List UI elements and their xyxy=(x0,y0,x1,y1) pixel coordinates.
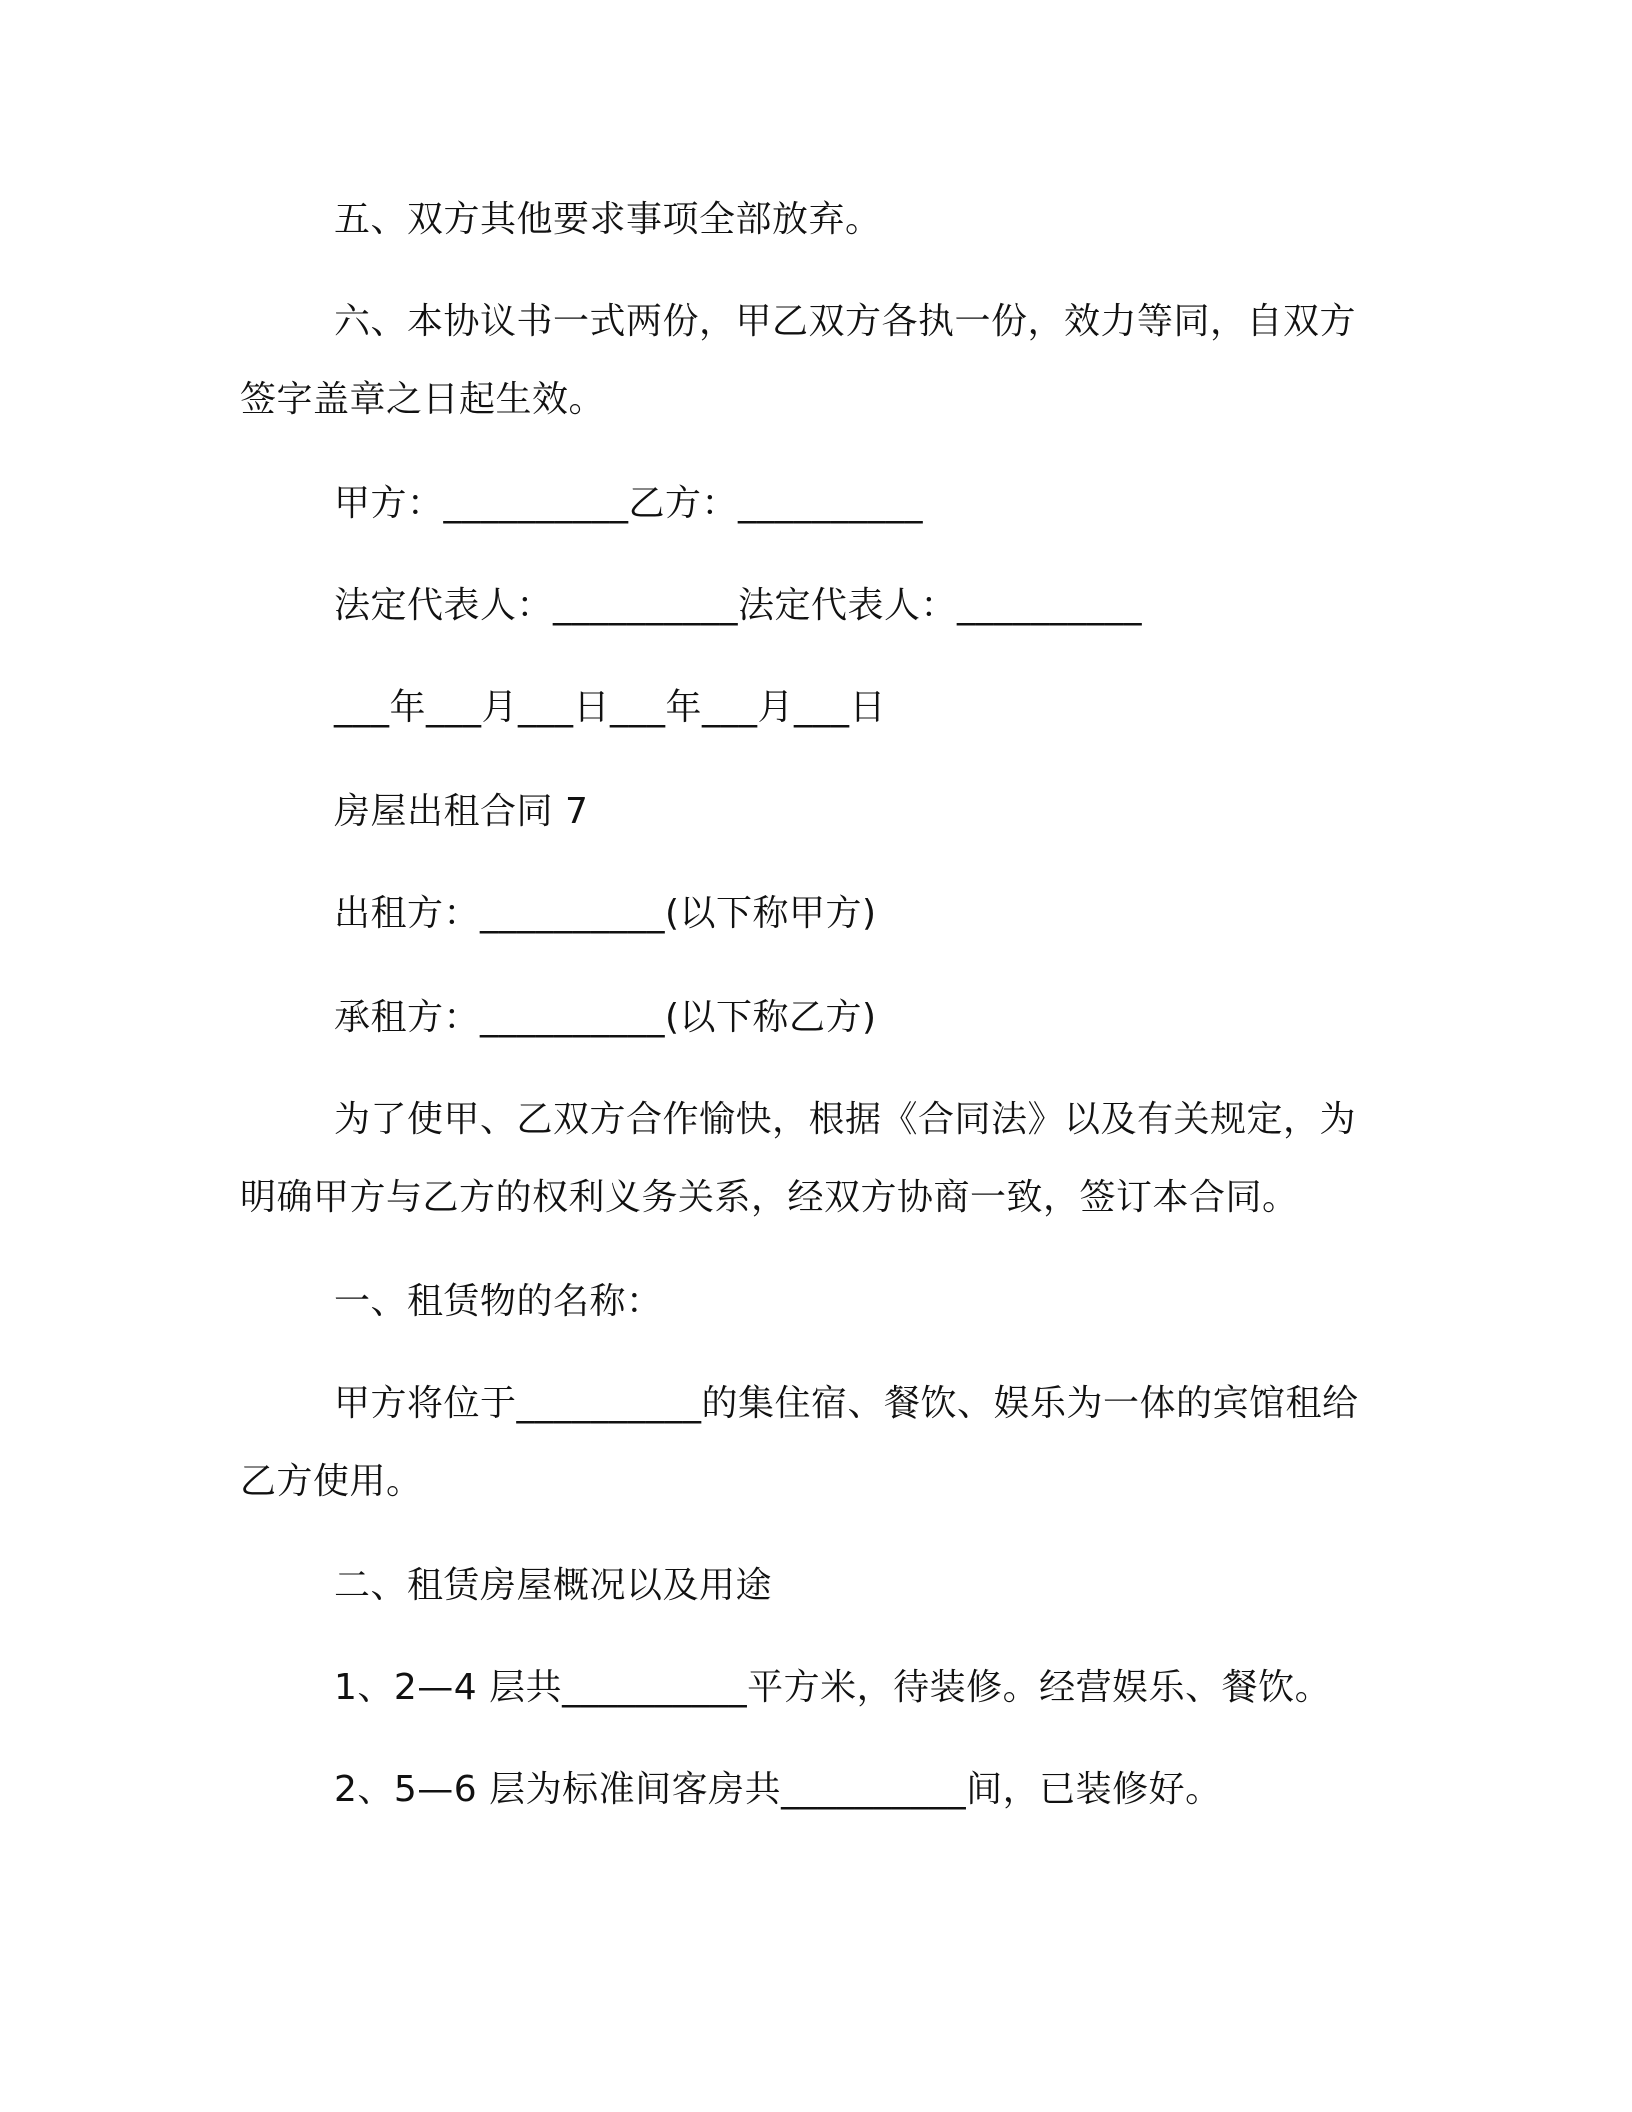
section-2-heading: 二、租赁房屋概况以及用途 xyxy=(334,1565,773,1606)
signature-date-line: ___年___月___日___年___月___日 xyxy=(334,687,887,728)
signature-party-line: 甲方：__________乙方：__________ xyxy=(334,483,924,524)
contract-title: 房屋出租合同 7 xyxy=(334,791,589,832)
section-1-body-line-2: 乙方使用。 xyxy=(240,1461,423,1502)
section-2-item-2: 2、5—6 层为标准间客房共__________间，已装修好。 xyxy=(334,1769,1222,1810)
preamble-line-1: 为了使甲、乙双方合作愉快，根据《合同法》以及有关规定，为 xyxy=(334,1099,1357,1140)
lessee-line: 承租方：__________(以下称乙方) xyxy=(334,997,877,1038)
clause-5: 五、双方其他要求事项全部放弃。 xyxy=(334,199,882,240)
section-1-heading: 一、租赁物的名称： xyxy=(334,1281,663,1322)
lessor-line: 出租方：__________(以下称甲方) xyxy=(334,893,877,934)
clause-6-line-2: 签字盖章之日起生效。 xyxy=(240,379,606,420)
section-1-body-line-1: 甲方将位于__________的集住宿、餐饮、娱乐为一体的宾馆租给 xyxy=(334,1383,1359,1424)
clause-6-line-1: 六、本协议书一式两份，甲乙双方各执一份，效力等同，自双方 xyxy=(334,301,1357,342)
preamble-line-2: 明确甲方与乙方的权利义务关系，经双方协商一致，签订本合同。 xyxy=(240,1177,1299,1218)
section-2-item-1: 1、2—4 层共__________平方米，待装修。经营娱乐、餐饮。 xyxy=(334,1667,1332,1708)
signature-representative-line: 法定代表人：__________法定代表人：__________ xyxy=(334,585,1143,626)
